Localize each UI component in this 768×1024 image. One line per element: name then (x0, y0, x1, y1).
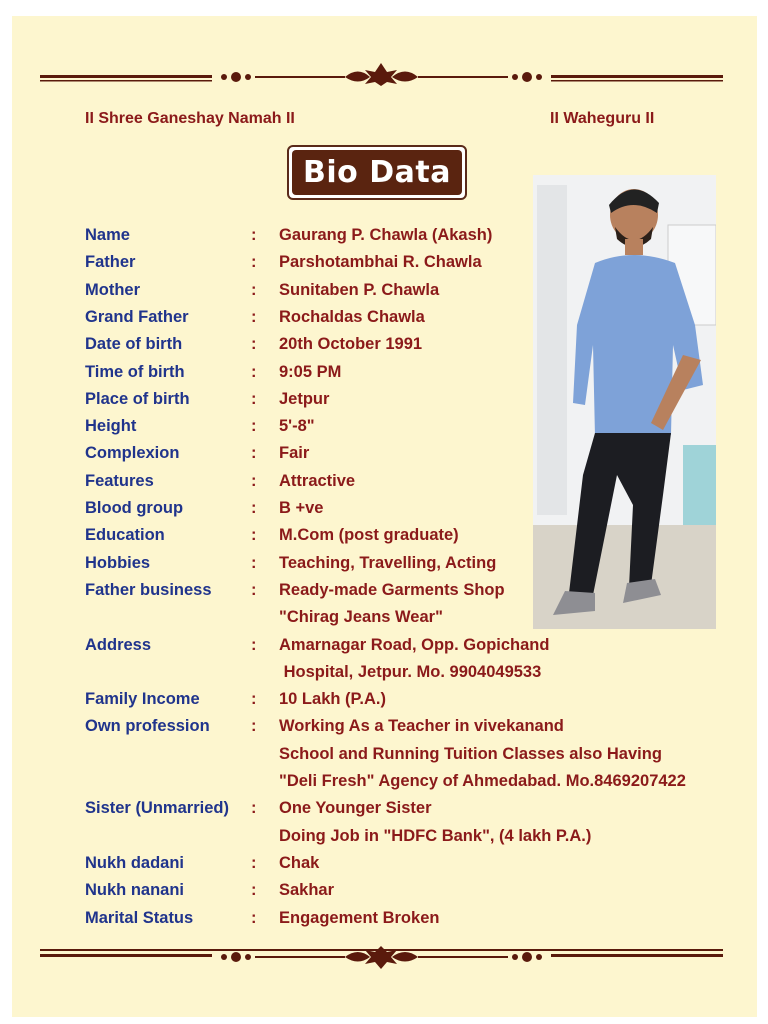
field-label: Time of birth (85, 362, 185, 381)
field-value: Rochaldas Chawla (279, 307, 425, 326)
field-label: Marital Status (85, 908, 194, 927)
field-value: Hospital, Jetpur. Mo. 9904049533 (279, 662, 542, 681)
field-value: "Chirag Jeans Wear" (279, 608, 443, 627)
field-separator: : (251, 690, 257, 709)
field-separator: : (251, 444, 257, 463)
field-separator: : (251, 389, 257, 408)
field-separator: : (251, 553, 257, 572)
field-separator: : (251, 635, 257, 654)
biodata-title-box (287, 145, 467, 200)
field-separator: : (251, 881, 257, 900)
field-separator: : (251, 717, 257, 736)
field-label: Sister (Unmarried) (85, 799, 229, 818)
field-label: Place of birth (85, 389, 190, 408)
field-label: Grand Father (85, 307, 189, 326)
field-value: Doing Job in "HDFC Bank", (4 lakh P.A.) (279, 826, 592, 845)
field-value: 5'-8" (279, 417, 315, 436)
field-label: Hobbies (85, 553, 151, 572)
right-greeting: II Waheguru II (550, 110, 655, 127)
field-value: B +ve (279, 499, 324, 517)
field-value: Attractive (279, 471, 356, 490)
field-label: Education (85, 526, 165, 545)
field-value: Fair (279, 444, 310, 463)
person-photo (533, 175, 716, 629)
field-value: 20th October 1991 (279, 335, 423, 354)
field-label: Father (85, 253, 136, 272)
field-label: Features (85, 471, 154, 490)
field-value: Chak (279, 853, 320, 872)
field-value: Sunitaben P. Chawla (279, 280, 440, 299)
field-separator: : (251, 499, 257, 517)
field-value: Gaurang P. Chawla (Akash) (279, 226, 493, 244)
field-separator: : (251, 908, 257, 927)
field-label: Mother (85, 280, 140, 299)
field-label: Family Income (85, 690, 200, 709)
top-ornamental-border (40, 60, 723, 86)
field-separator: : (251, 471, 257, 490)
field-separator: : (251, 335, 257, 354)
field-value: Working As a Teacher in vivekanand (279, 717, 564, 736)
field-label: Date of birth (85, 335, 183, 354)
field-separator: : (251, 307, 257, 326)
field-value: Jetpur (279, 389, 330, 408)
field-label: Address (85, 635, 152, 654)
field-value: "Deli Fresh" Agency of Ahmedabad. Mo.8469207422 (279, 772, 686, 790)
field-separator: : (251, 253, 257, 272)
field-label: Own profession (85, 717, 210, 736)
field-value: One Younger Sister (279, 799, 432, 818)
field-value: 9:05 PM (279, 362, 342, 381)
field-label: Height (85, 417, 137, 436)
field-separator: : (251, 417, 257, 436)
field-label: Name (85, 226, 130, 244)
page-title: Bio Data (292, 150, 462, 195)
left-greeting: II Shree Ganeshay Namah II (85, 110, 295, 127)
field-value: Parshotambhai R. Chawla (279, 253, 482, 272)
field-label: Father business (85, 580, 212, 599)
field-value: M.Com (post graduate) (279, 526, 459, 545)
field-value: Engagement Broken (279, 908, 440, 927)
field-value: Sakhar (279, 881, 335, 900)
field-separator: : (251, 580, 257, 599)
field-value: Ready-made Garments Shop (279, 580, 505, 599)
field-separator: : (251, 799, 257, 818)
field-separator: : (251, 362, 257, 381)
field-value: Amarnagar Road, Opp. Gopichand (279, 635, 550, 654)
field-label: Blood group (85, 499, 184, 517)
field-separator: : (251, 280, 257, 299)
field-value: School and Running Tuition Classes also Having (279, 744, 662, 763)
field-value: Teaching, Travelling, Acting (279, 553, 497, 572)
field-separator: : (251, 226, 257, 244)
field-value: 10 Lakh (P.A.) (279, 690, 386, 709)
field-label: Nukh nanani (85, 881, 185, 900)
field-label: Nukh dadani (85, 853, 185, 872)
field-separator: : (251, 853, 257, 872)
field-label: Complexion (85, 444, 180, 463)
field-separator: : (251, 526, 257, 545)
bottom-ornamental-border (40, 944, 723, 970)
